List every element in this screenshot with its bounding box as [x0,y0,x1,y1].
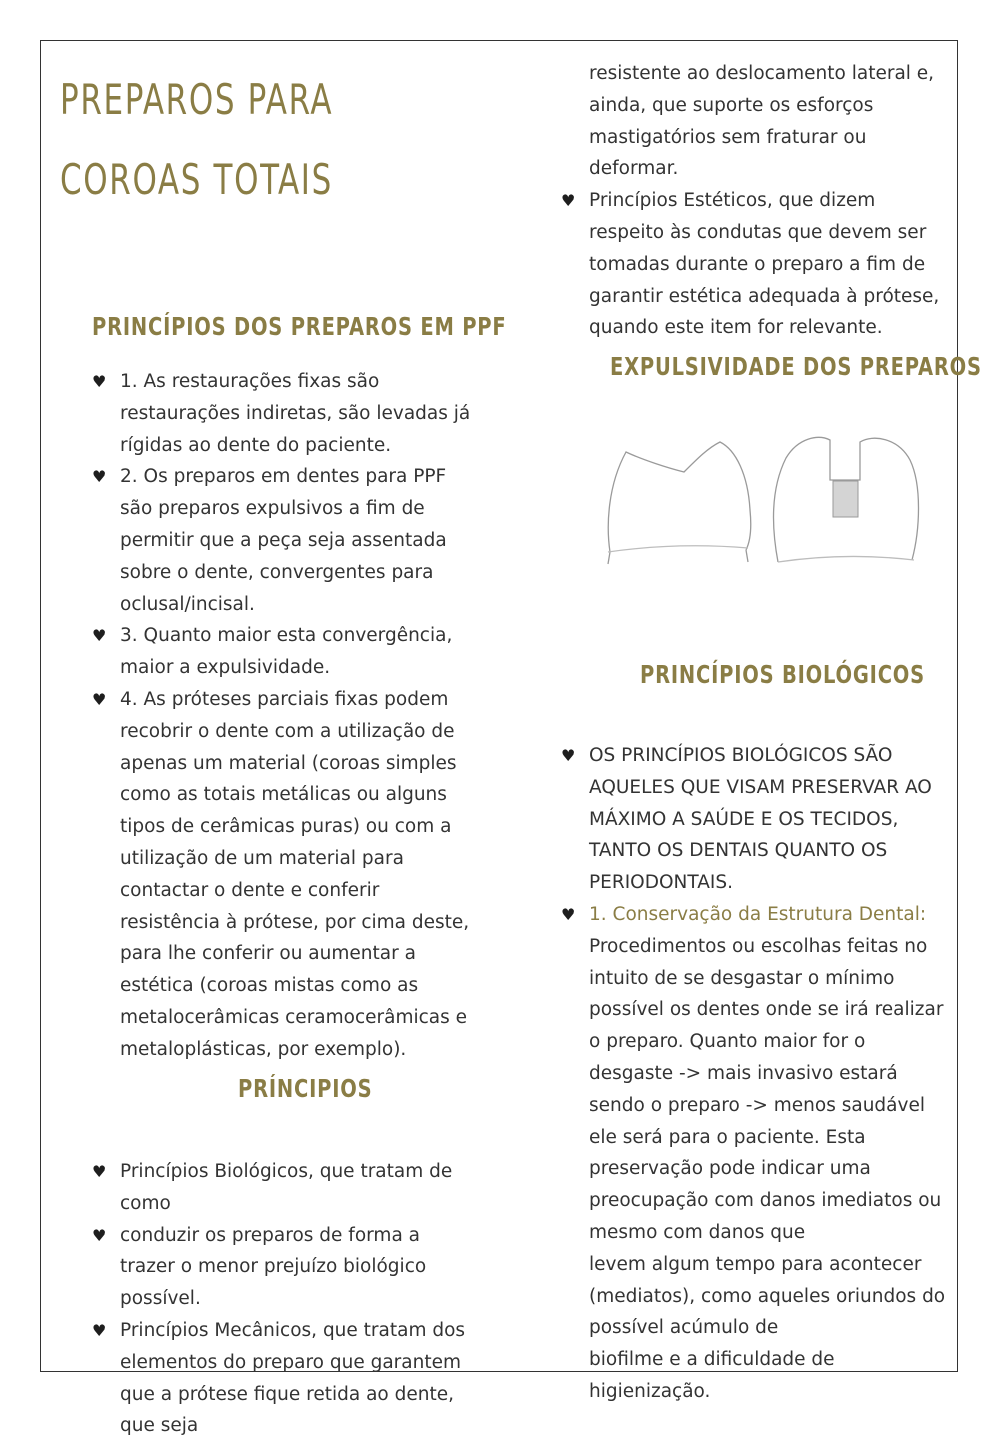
list-principios-biologicos [561,740,949,1408]
preparation-cavity [833,481,858,517]
heart-icon: ♥ [561,746,576,765]
heart-icon: ♥ [92,626,107,646]
heart-icon: ♥ [92,689,107,709]
list-item: ♥ 1. As restaurações fixas são restaurações indiretas, são levadas já rígidas ao dente do paciente. [92,366,477,461]
tooth-preparation-diagram [598,430,928,575]
list-item: ♥ Princípios Biológicos, que tratam de como [92,1156,477,1220]
list-item: ♥ 1. Conservação da Estrutura Dental: Procedimentos ou escolhas feitas no intuito de se desgastar o mínimo possível os dentes onde se irá realizar o preparo. Quanto maior for o desgaste -> mais invasivo estará sendo o preparo -> menos saudável ele será para o paciente. Esta preservação pode indicar uma preocupação com danos imediatos ou mesmo com danos que levem algum tempo para acontecer (mediatos), como aqueles oriundos do possível acúmulo de biofilme e a dificuldade de higienização. [561,899,949,1408]
tooth-left-icon [608,442,751,564]
list-item: ♥ 4. As próteses parciais fixas podem recobrir o dente com a utilização de apenas um material (coroas simples como as totais metálicas ou alguns tipos de cerâmicas puras) ou com a utilização de um material para contactar o dente e conferir resistência à prótese, por cima deste, para lhe conferir ou aumentar a estética (coroas mistas como as metalocerâmicas ceramocerâmicas e metaloplásticas, por exemplo). [92,684,477,1066]
list-principios-continuation [561,58,949,344]
list-item: ♥ Princípios Mecânicos, que tratam dos elementos do preparo que garantem que a prótese fique retida ao dente, que seja [92,1315,477,1442]
page-title: PREPAROS PARA COROAS TOTAIS [60,75,334,204]
heading-principios-biologicos: PRINCÍPIOS BIOLÓGICOS [640,660,925,689]
heart-icon: ♥ [92,467,107,487]
list-item: ♥ 3. Quanto maior esta convergência, maior a expulsividade. [92,620,477,684]
subheading-conservacao: 1. Conservação da Estrutura Dental: [589,903,927,925]
list-item-continuation: resistente ao deslocamento lateral e, ainda, que suporte os esforços mastigatórios sem fraturar ou deformar. [589,63,935,180]
list-item: ♥ conduzir os preparos de forma a trazer o menor prejuízo biológico possível. [92,1220,477,1315]
heart-icon: ♥ [92,1225,107,1245]
heart-icon: ♥ [92,1320,107,1340]
list-principios [92,1156,477,1442]
list-item: ♥ Princípios Estéticos, que dizem respeito às condutas que devem ser tomadas durante o preparo a fim de garantir estética adequada à prótese, quando este item for relevante. [561,185,949,344]
heading-expulsividade: EXPULSIVIDADE DOS PREPAROS [610,352,982,381]
heart-icon: ♥ [92,1162,107,1181]
heading-principios-ppf: PRINCÍPIOS DOS PREPAROS EM PPF [92,312,507,341]
heart-icon: ♥ [92,372,107,391]
list-item: ♥ 2. Os preparos em dentes para PPF são preparos expulsivos a fim de permitir que a peça seja assentada sobre o dente, convergentes para oclusal/incisal. [92,461,477,620]
heading-principios: PRÍNCIPIOS [238,1074,373,1103]
heart-icon: ♥ [561,191,576,211]
list-item: ♥ OS PRINCÍPIOS BIOLÓGICOS SÃO AQUELES QUE VISAM PRESERVAR AO MÁXIMO A SAÚDE E OS TECIDOS, TANTO OS DENTAIS QUANTO OS PERIODONTAIS. [561,740,949,899]
heart-icon: ♥ [561,904,576,924]
list-principios-ppf [92,366,477,1066]
